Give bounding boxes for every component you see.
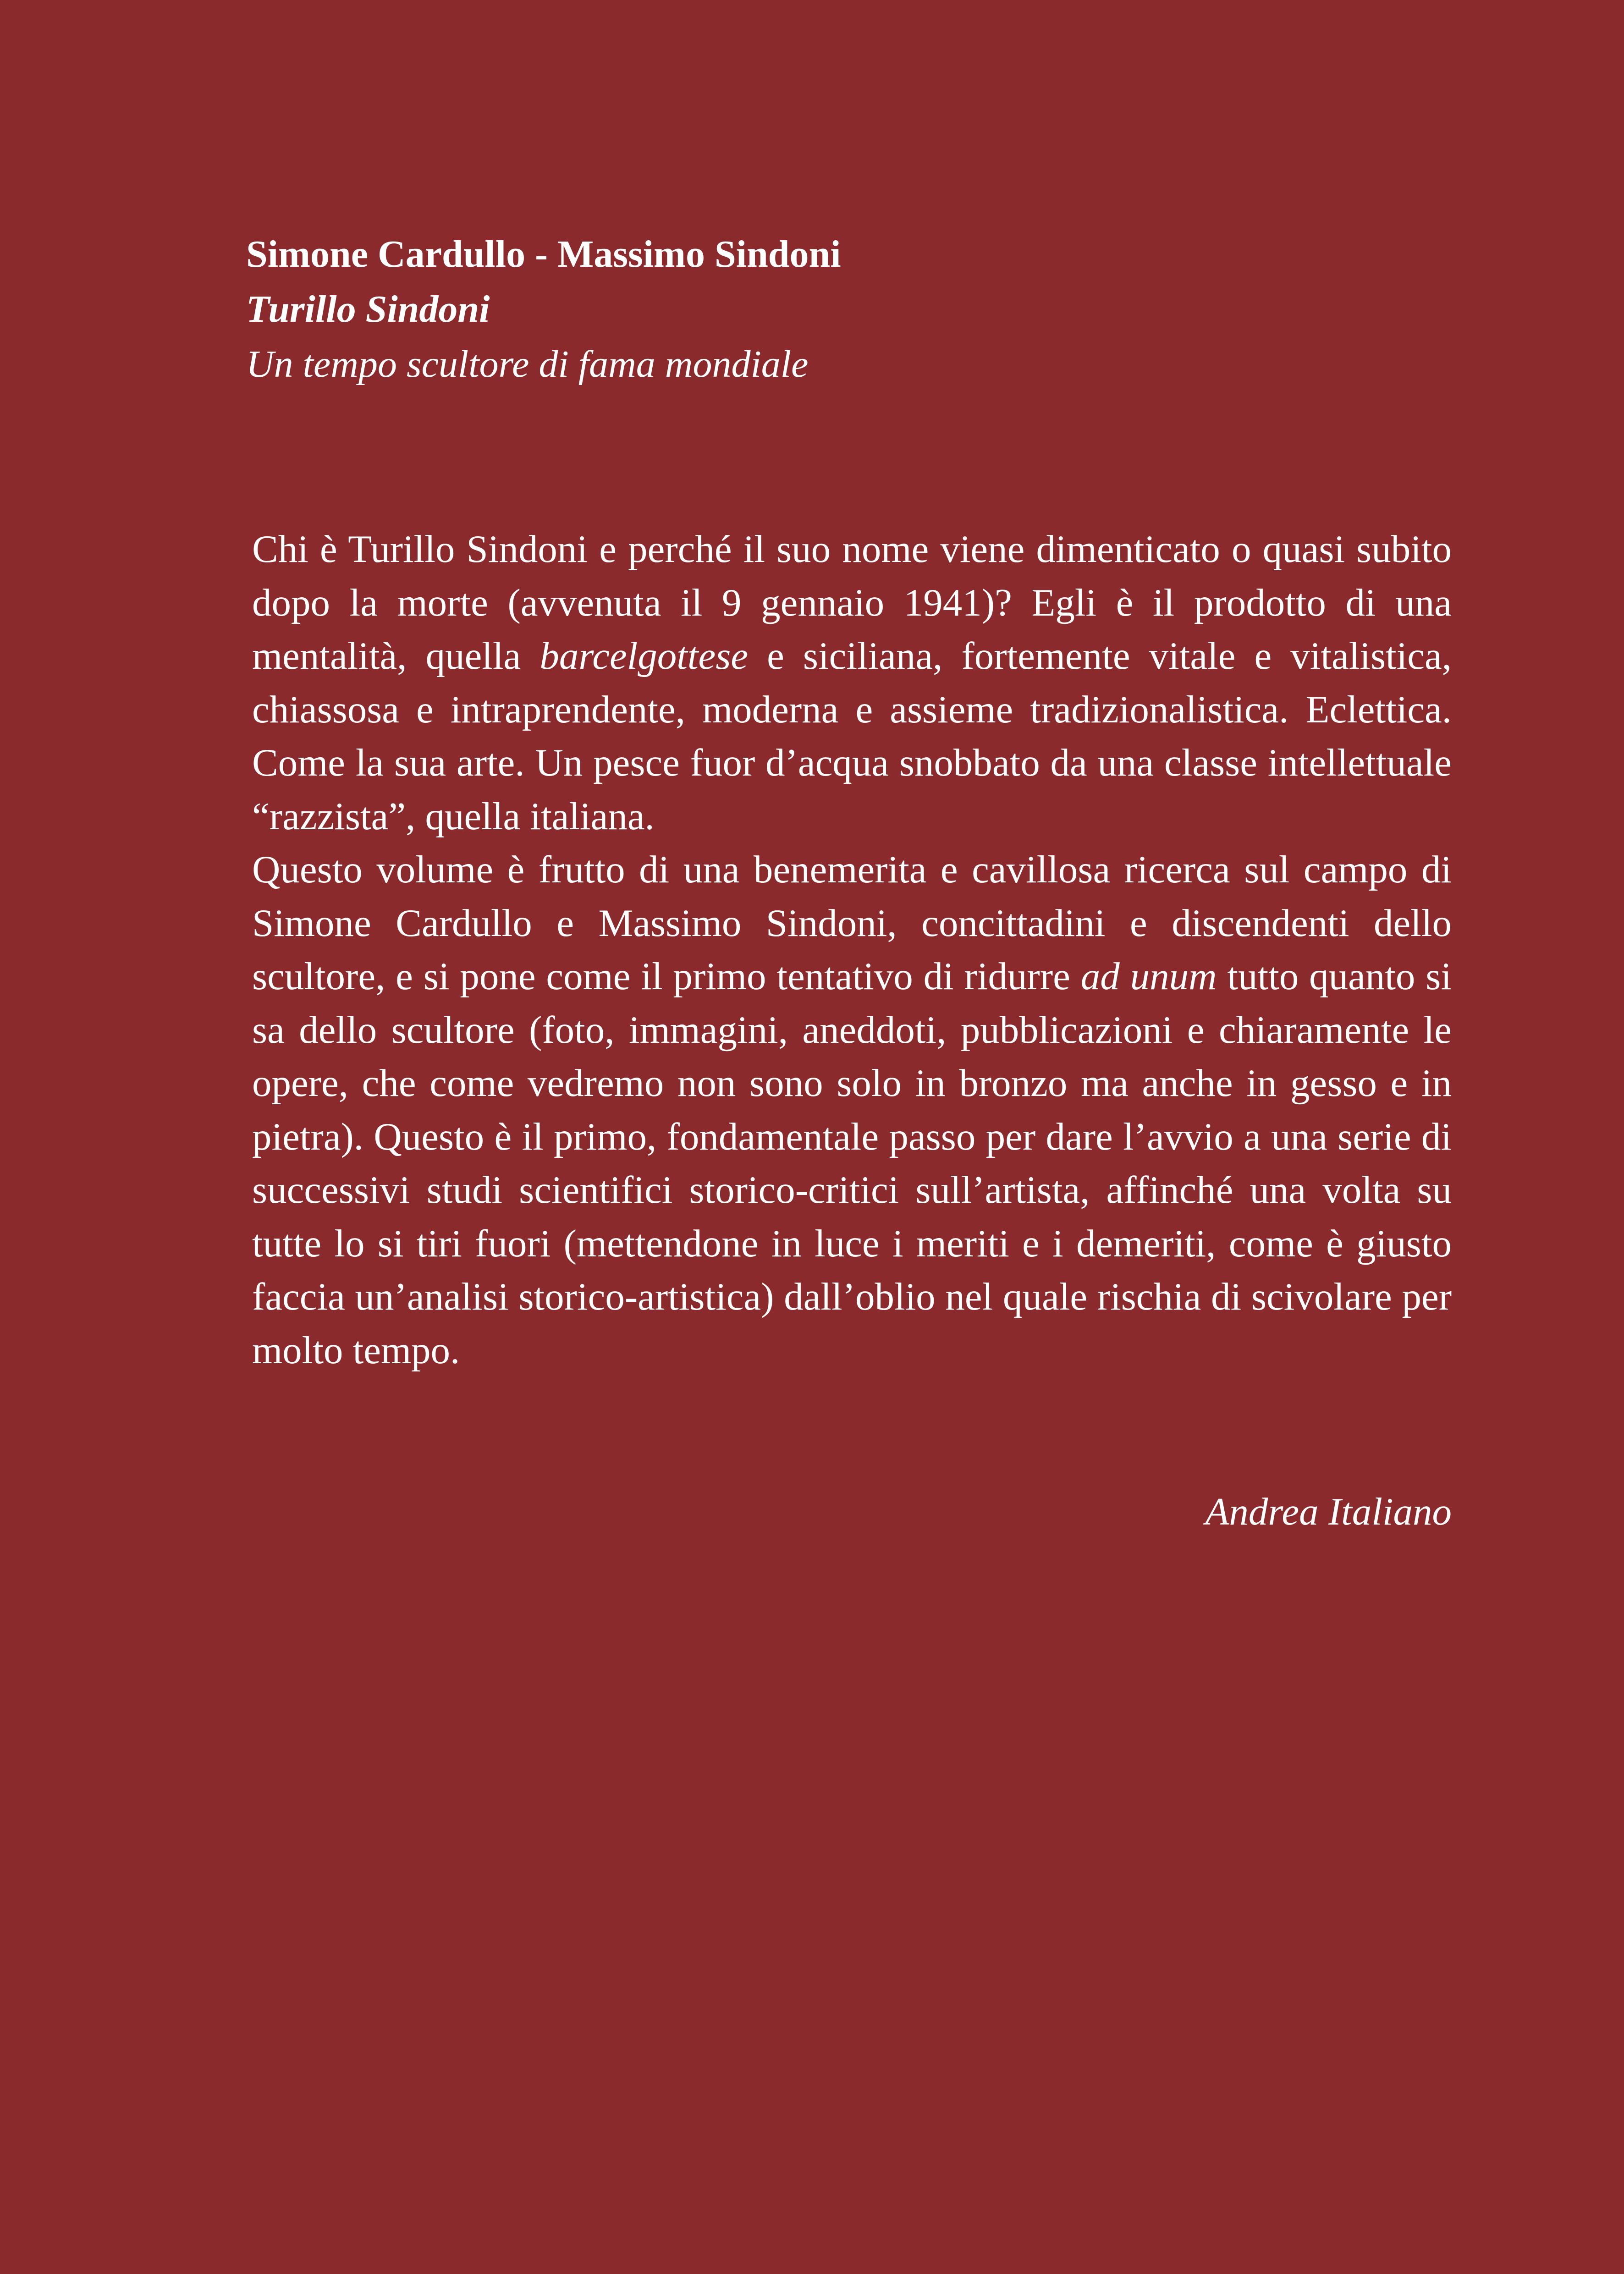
paragraph-2-part-a: Questo volume è frutto di una benemerita e cavillosa ricerca sul campo di Simone Cardullo e Massimo Sindoni, concittadini e discendenti dello scultore, e si pone come il primo tentativo di ridurre <box>252 848 1452 998</box>
signature: Andrea Italiano <box>1205 1490 1452 1533</box>
paragraph-1 <box>252 523 1452 843</box>
blurb-text <box>252 523 1452 1377</box>
paragraph-2-part-b: tutto quanto si sa dello scultore (foto, immagini, aneddoti, pubblicazioni e chiaramente le opere, che come vedremo non sono solo in bronzo ma anche in gesso e in pietra). Questo è il primo, fondamentale passo per dare l’avvio a una serie di successivi studi scientifici storico-critici sull’artista, affinché una volta su tutte lo si tiri fuori (mettendone in luce i meriti e i demeriti, come è giusto faccia un’analisi storico-artistica) dall’oblio nel quale rischia di scivolare per molto tempo. <box>252 955 1452 1372</box>
paragraph-1-emphasis: barcelgottese <box>539 634 749 677</box>
paragraph-1-part-b: e siciliana, fortemente vitale e vitalistica, chiassosa e intraprendente, moderna e assieme tradizionalistica. Eclettica. Come la sua arte. Un pesce fuor d’acqua snobbato da una classe intellettuale “razzista”, quella italiana. <box>252 634 1452 838</box>
paragraph-2 <box>252 843 1452 1377</box>
book-subtitle: Un tempo scultore di fama mondiale <box>246 343 809 385</box>
paragraph-1-part-a: Chi è Turillo Sindoni e perché il suo nome viene dimenticato o quasi subito dopo la morte (avvenuta il 9 gennaio 1941)? Egli è il prodotto di una mentalità, quella <box>252 528 1452 677</box>
book-title: Turillo Sindoni <box>246 288 490 330</box>
book-header <box>246 227 1438 392</box>
paragraph-2-emphasis: ad unum <box>1080 955 1217 998</box>
authors: Simone Cardullo - Massimo Sindoni <box>246 233 841 275</box>
